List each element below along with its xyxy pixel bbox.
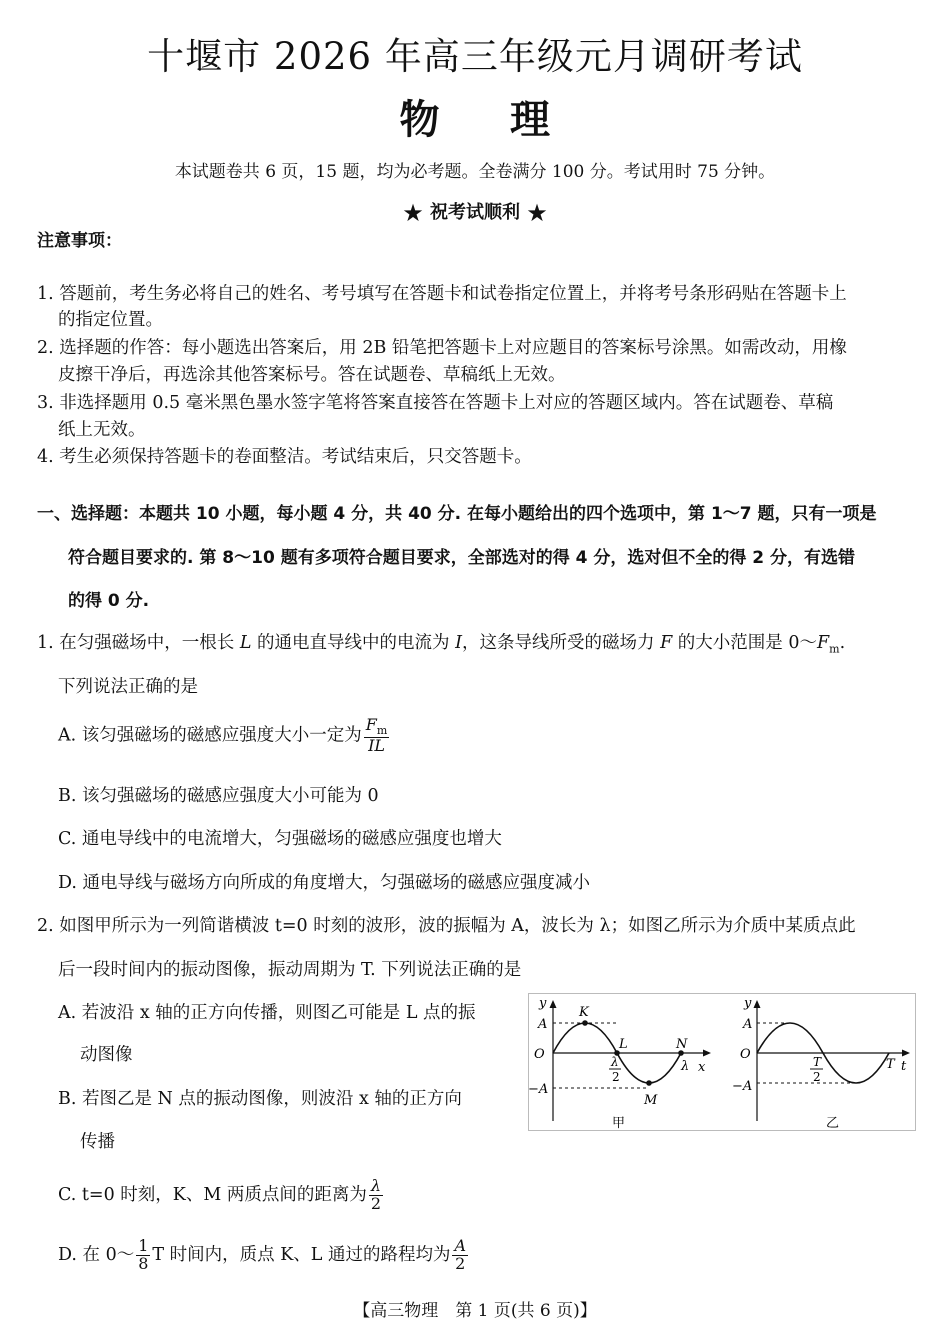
- half-lambda-den: 2: [612, 1070, 620, 1084]
- subject-title: [0, 88, 950, 145]
- wave-figures: [528, 993, 916, 1131]
- period-label: T: [886, 1057, 895, 1072]
- subject-char-1: 物: [399, 97, 440, 143]
- page-footer: 【高三物理 第 1 页(共 6 页)】: [353, 1301, 597, 1321]
- notice-line: 的指定位置。: [58, 310, 163, 330]
- half-lambda-num: λ: [611, 1055, 619, 1069]
- question-2-option-b[interactable]: B. 若图乙是 N 点的振动图像，则波沿 x 轴的正方向: [58, 1089, 462, 1109]
- fraction: $\frac{A}{2}$: [454, 1236, 467, 1273]
- l-label: L: [619, 1037, 628, 1052]
- x-label: x: [698, 1060, 706, 1075]
- subject-char-2: 理: [510, 97, 551, 143]
- question-1-stem-2: 下列说法正确的是: [58, 677, 198, 697]
- exam-intro: 本试题卷共 6 页，15 题，均为必考题。全卷满分 100 分。考试用时 75 分钟。: [174, 162, 776, 182]
- point-k: [582, 1020, 588, 1026]
- star-icon: ★: [526, 199, 548, 227]
- n-label: N: [676, 1037, 688, 1052]
- m-label: M: [644, 1093, 658, 1108]
- fraction: $\frac{\lambda}{2}$: [370, 1176, 382, 1213]
- t-axis-arrow: [902, 1050, 910, 1057]
- question-2-option-c[interactable]: C. t=0 时刻，K、M 两质点间的距离为 $\frac{\lambda}{2}$: [58, 1176, 382, 1213]
- fraction: $\frac{1}{8}$: [138, 1236, 149, 1273]
- lambda-label: λ: [681, 1059, 690, 1074]
- question-1-option-c[interactable]: C. 通电导线中的电流增大，匀强磁场的磁感应强度也增大: [58, 829, 502, 849]
- star-icon: ★: [402, 199, 424, 227]
- amplitude-label: A: [538, 1017, 548, 1032]
- good-luck-banner: [0, 198, 950, 227]
- question-2-stem-2: 后一段时间内的振动图像，振动周期为 T. 下列说法正确的是: [58, 960, 522, 980]
- figure-jia: [528, 993, 711, 1131]
- figure-yi: [732, 996, 910, 1131]
- notice-line: 2. 选择题的作答：每小题选出答案后，用 2B 铅笔把答题卡上对应题目的答案标号涂黑。如需改动，用橡: [37, 338, 847, 358]
- question-1-stem: 1. 在匀强磁场中，一根长 L 的通电直导线中的电流为 I，这条导线所受的磁场力 F 的大小范围是 $0\sim F_m$.: [37, 633, 846, 656]
- notice-line: 3. 非选择题用 0.5 毫米黑色墨水签字笔将答案直接答在答题卡上对应的答题区域内。答在试题卷、草稿: [37, 393, 834, 413]
- question-2-stem: 2. 如图甲所示为一列简谐横波 t=0 时刻的波形，波的振幅为 A，波长为 λ；如图乙所示为介质中某质点此: [37, 916, 856, 936]
- caption-yi: 乙: [826, 1116, 840, 1131]
- good-luck-text: 祝考试顺利: [430, 202, 520, 223]
- neg-amplitude-label: −A: [528, 1082, 549, 1097]
- point-m: [646, 1080, 652, 1086]
- question-1-option-d[interactable]: D. 通电导线与磁场方向所成的角度增大，匀强磁场的磁感应强度减小: [58, 873, 591, 893]
- question-1-option-b[interactable]: B. 该匀强磁场的磁感应强度大小可能为 0: [58, 786, 379, 806]
- notice-line: 1. 答题前，考生务必将自己的姓名、考号填写在答题卡和试卷指定位置上，并将考号条形码贴在答题卡上: [37, 284, 847, 304]
- neg-amplitude-label: −A: [732, 1079, 753, 1094]
- y-axis-arrow: [754, 1000, 761, 1008]
- notice-line: 皮擦干净后，再选涂其他答案标号。答在试题卷、草稿纸上无效。: [58, 365, 566, 385]
- question-1-option-a[interactable]: A. 该匀强磁场的磁感应强度大小一定为 $\frac{F_m}{IL}$: [58, 715, 388, 755]
- x-axis-arrow: [703, 1050, 711, 1057]
- question-2-option-a-cont: 动图像: [80, 1045, 133, 1065]
- notice-line: 4. 考生必须保持答题卡的卷面整洁。考试结束后，只交答题卡。: [37, 447, 532, 467]
- fraction: $\frac{F_m}{IL}$: [365, 715, 388, 755]
- amplitude-label: A: [743, 1017, 753, 1032]
- caption-jia: 甲: [612, 1116, 626, 1131]
- origin-label: O: [740, 1047, 751, 1062]
- notice-heading: 注意事项：: [37, 231, 122, 251]
- y-label: y: [539, 996, 547, 1011]
- y-axis-arrow: [550, 1000, 557, 1008]
- half-period-den: 2: [813, 1070, 821, 1084]
- section-heading: 一、选择题：本题共 10 小题，每小题 4 分，共 40 分. 在每小题给出的四个选项中，第 1～7 题，只有一项是: [37, 504, 877, 524]
- t-label: t: [901, 1059, 907, 1074]
- y-label: y: [744, 996, 752, 1011]
- question-2-option-d[interactable]: D. 在 0～ $\frac{1}{8}$ T 时间内，质点 K、L 通过的路程均为 $\frac{A}{2}$: [58, 1236, 467, 1273]
- section-heading-line: 符合题目要求的. 第 8～10 题有多项符合题目要求，全部选对的得 4 分，选对但不全的得 2 分，有选错: [68, 548, 856, 568]
- section-heading-line: 的得 0 分.: [68, 591, 150, 611]
- origin-label: O: [534, 1047, 545, 1062]
- question-2-option-a[interactable]: A. 若波沿 x 轴的正方向传播，则图乙可能是 L 点的振: [58, 1003, 476, 1023]
- exam-title: 十堰市 2026 年高三年级元月调研考试: [147, 35, 803, 78]
- question-2-option-b-cont: 传播: [80, 1132, 115, 1152]
- half-period-num: T: [813, 1055, 822, 1069]
- notice-line: 纸上无效。: [58, 420, 146, 440]
- k-label: K: [579, 1005, 589, 1020]
